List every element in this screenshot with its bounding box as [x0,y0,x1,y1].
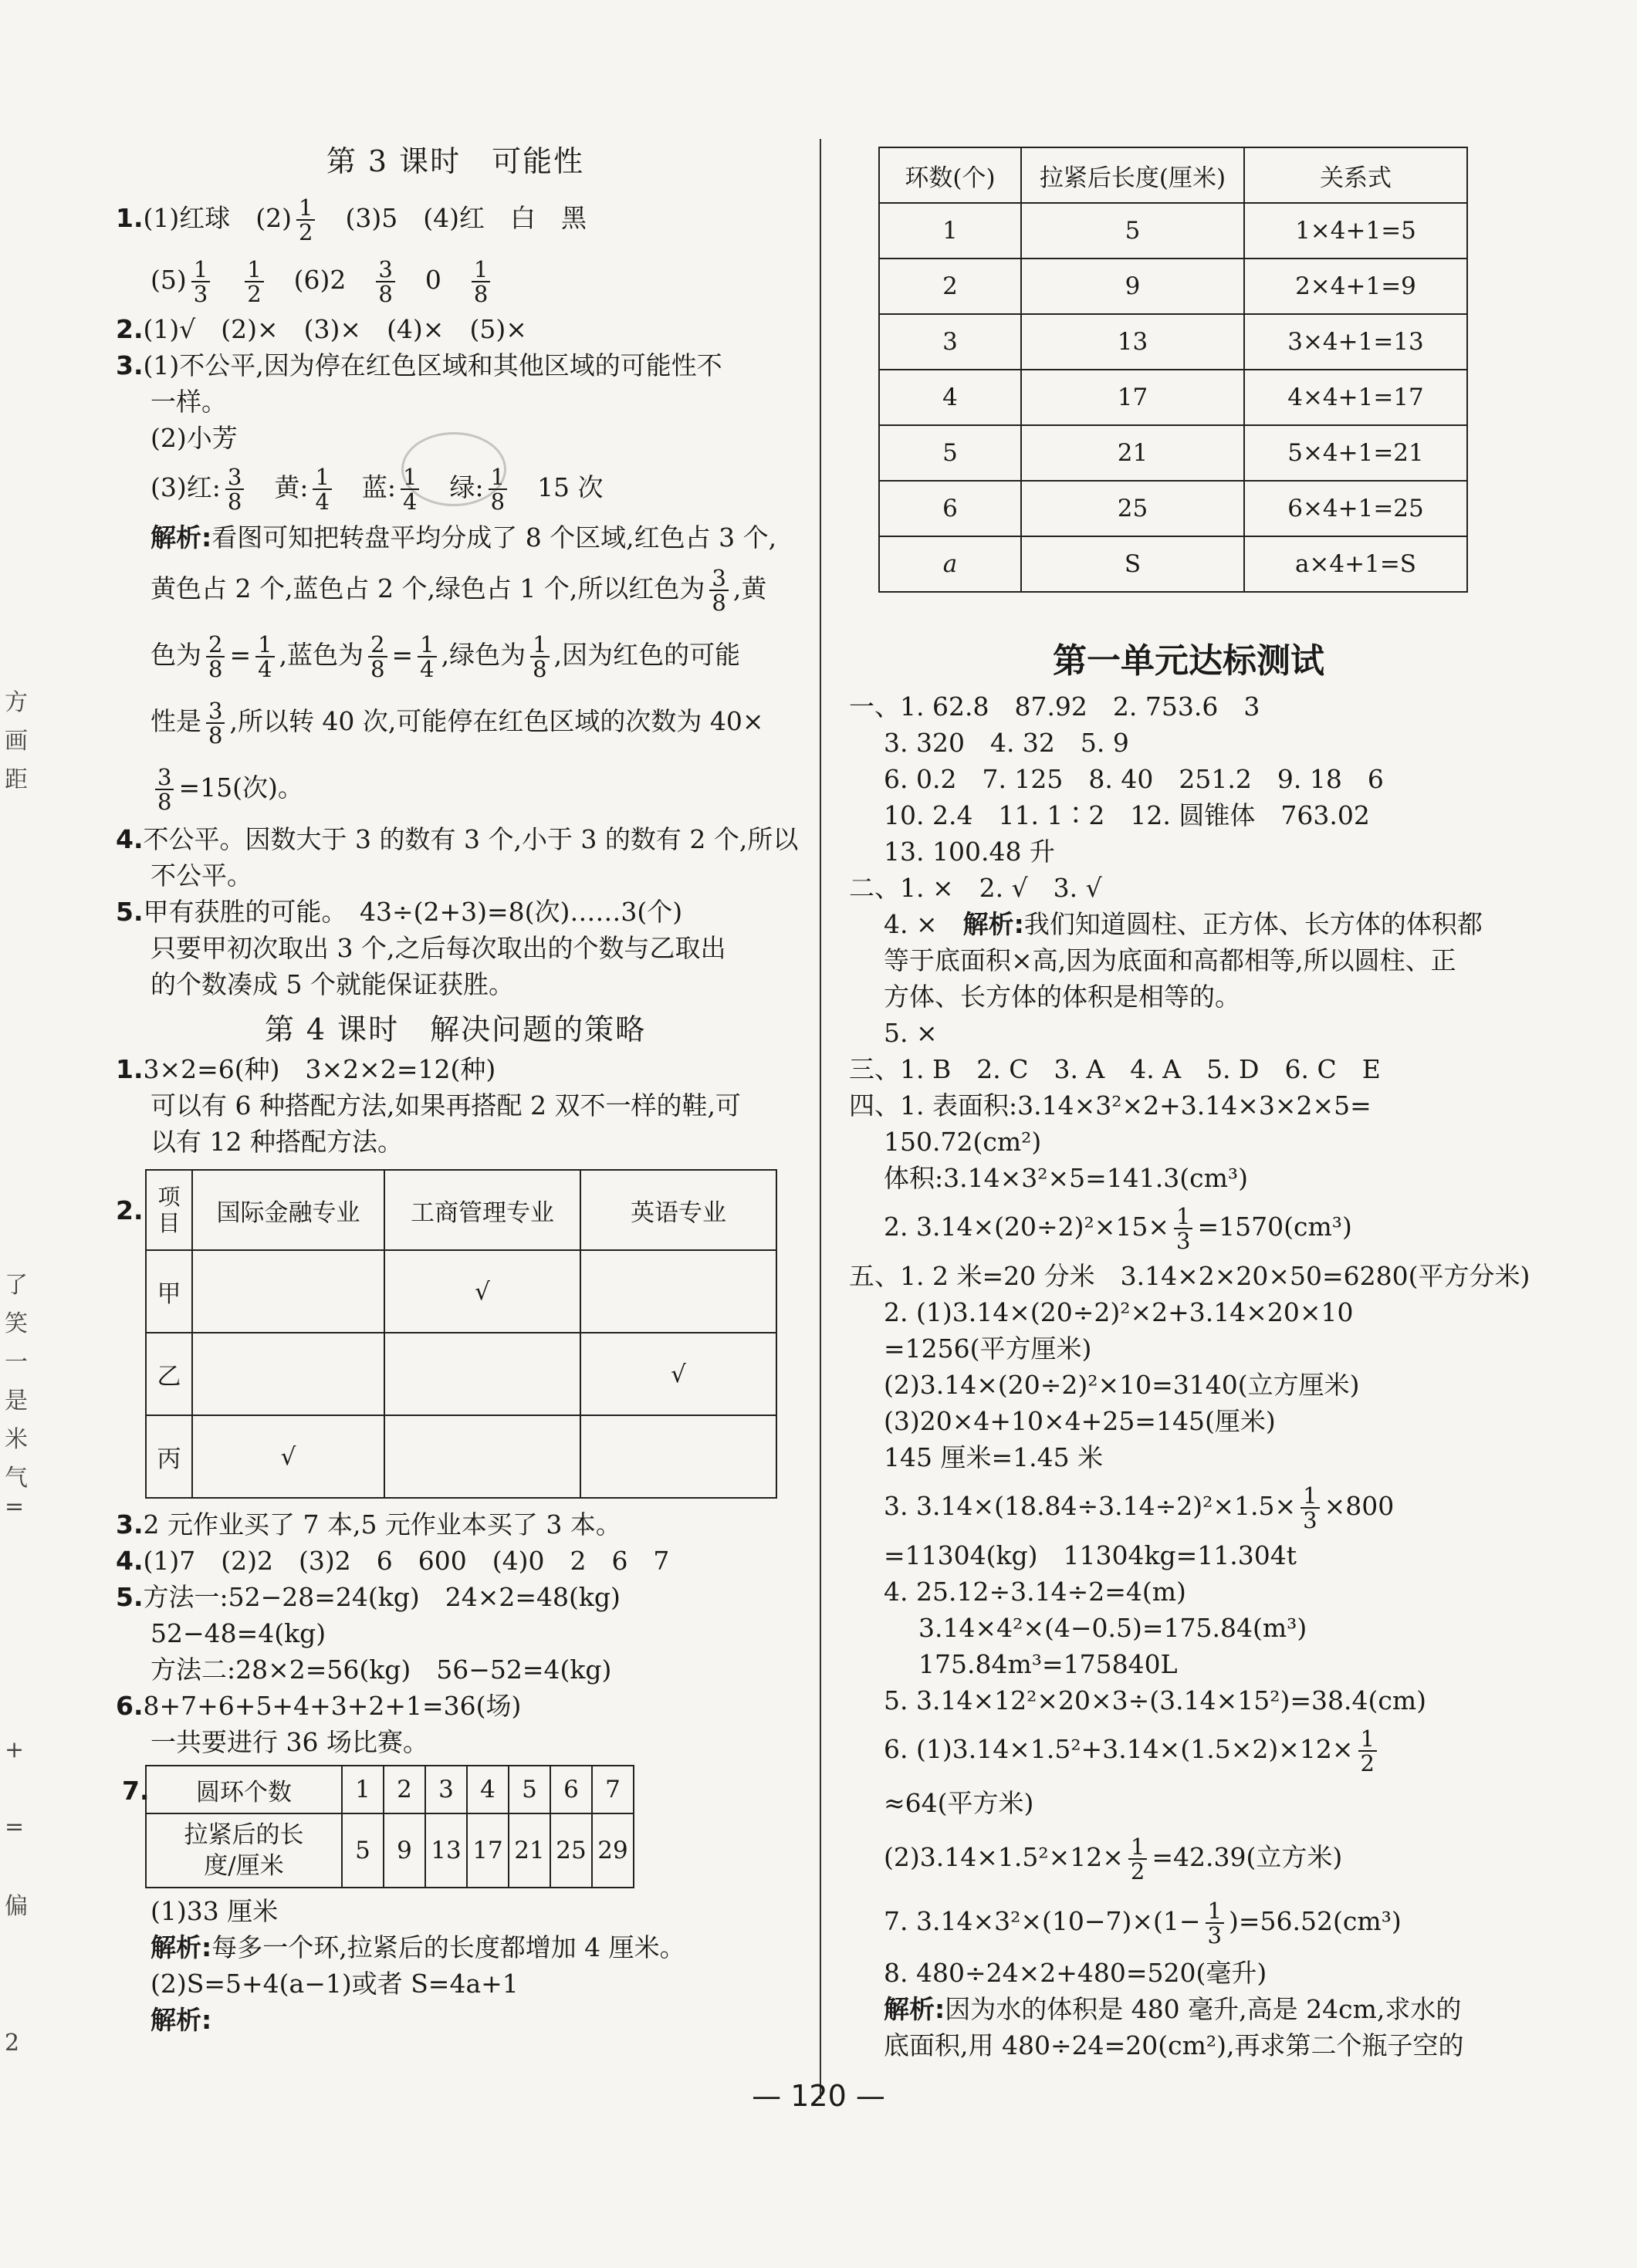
text-line: 4. 25.12÷3.14÷2=4(m) [884,1577,1186,1607]
page-number-value: 120 [790,2079,847,2113]
formula-line: (2)3.14×1.5²×12× $\frac{1}{2}$ =42.39(立方米) [884,1834,1343,1884]
margin-char: = [5,1493,25,1520]
analysis-line: 色为 $\frac{2}{8}$ = $\frac{1}{4}$ ,蓝色为 $\frac{2}{8}$ = $\frac{1}{4}$ ,绿色为 $\frac{1}{8}$ ,因为红色的可能 [151,631,741,682]
table-row: 甲 √ [146,1250,776,1333]
text-line: 3.14×4²×(4−0.5)=175.84(m³) [918,1613,1307,1643]
table-row: 拉紧后的长度/厘米 5 9 13 17 21 25 29 [146,1813,634,1888]
text-line: 13. 100.48 升 [884,837,1055,867]
text-line: 一、1. 62.8 87.92 2. 753.6 3 [849,691,1260,722]
margin-char: 气 [5,1465,28,1492]
margin-char: 画 [5,728,28,755]
margin-char: 一 [5,1349,28,1376]
table-row: 6 25 6×4+1=25 [879,481,1467,536]
analysis-line: 性是 $\frac{3}{8}$ ,所以转 40 次,可能停在红色区域的次数为 40× [151,698,764,749]
text-line: 体积:3.14×3²×5=141.3(cm³) [884,1163,1248,1193]
text-line: 四、1. 表面积:3.14×3²×2+3.14×3×2×5= [849,1090,1371,1120]
text-line: 3. 320 4. 32 5. 9 [884,728,1129,758]
margin-char: 了 [5,1272,28,1299]
unit-test-title: 第一单元达标测试 [1053,641,1324,681]
answer-q5: 5.甲有获胜的可能。 43÷(2+3)=8(次)……3(个) [116,897,683,927]
formula-line: 7. 3.14×3²×(10−7)×(1− $\frac{1}{3}$ )=56.52(cm³) [884,1898,1402,1949]
analysis-line: 解析:因为水的体积是 480 毫升,高是 24cm,求水的 [884,1994,1462,2024]
table-row: 乙 √ [146,1333,776,1415]
text-line: 10. 2.4 11. 1∶2 12. 圆锥体 763.02 [884,800,1370,830]
fraction: $\frac{1}{2}$ [296,196,315,244]
section-title: 第 4 课时 解决问题的策略 [264,1012,647,1046]
answer-r6: 6.8+7+6+5+4+3+2+1=36(场) [116,1691,522,1721]
table-row: 4 17 4×4+1=17 [879,370,1467,425]
margin-char: 距 [5,766,28,793]
margin-char: = [5,1813,25,1840]
text-line: 145 厘米=1.45 米 [884,1442,1104,1472]
text-line: =1256(平方厘米) [884,1333,1092,1364]
text-line: 只要甲初次取出 3 个,之后每次取出的个数与乙取出 [151,933,726,963]
margin-char: 2 [5,2030,20,2057]
answer-r4: 4.(1)7 (2)2 (3)2 6 600 (4)0 2 6 7 [116,1546,670,1576]
analysis-line: 解析: [151,2005,212,2035]
margin-char: 笑 [5,1310,28,1337]
table-header: 英语专业 [580,1170,776,1250]
analysis-line: 4. × 解析:我们知道圆柱、正方体、长方体的体积都 [884,909,1483,939]
pairing-table [145,1169,777,1499]
text-line: ≈64(平方米) [884,1788,1034,1818]
margin-char: 方 [5,689,28,716]
analysis-line: 解析:看图可知把转盘平均分成了 8 个区域,红色占 3 个, [151,522,777,553]
table-row: 丙 √ [146,1415,776,1498]
table-row: 5 21 5×4+1=21 [879,425,1467,481]
text-line: 6. 0.2 7. 125 8. 40 251.2 9. 18 6 [884,764,1384,794]
table-header: 国际金融专业 [192,1170,384,1250]
text-line: (2)小芳 [151,423,238,453]
answer-q3: 3.(1)不公平,因为停在红色区域和其他区域的可能性不 [116,350,722,380]
text-line: 2. (1)3.14×(20÷2)²×2+3.14×20×10 [884,1297,1354,1327]
answer-q2: 2.(1)√ (2)× (3)× (4)× (5)× [116,314,527,344]
answer-q1-line2: (5) $\frac{1}{3}$ $\frac{1}{2}$ (6)2 $\frac{3}{8}$ 0 $\frac{1}{8}$ [116,249,795,311]
column-divider [820,139,821,2099]
answer-r3: 3.2 元作业买了 7 本,5 元作业本买了 3 本。 [116,1509,621,1540]
text-line: 52−48=4(kg) [151,1618,326,1648]
analysis-line: 解析:每多一个环,拉紧后的长度都增加 4 厘米。 [151,1932,685,1962]
formula-line: 3. 3.14×(18.84÷3.14÷2)²×1.5× $\frac{1}{3}$ ×800 [884,1482,1395,1533]
table-row: 1 5 1×4+1=5 [879,203,1467,259]
answer-r7: 7. 圆环个数 1 2 3 4 5 6 7 拉紧后的长度/厘米 5 9 13 17 21 25 29 [116,1765,795,1888]
table-header: 拉紧后长度(厘米) [1021,147,1244,203]
answer-r5: 5.方法一:52−28=24(kg) 24×2=48(kg) [116,1582,621,1612]
table-header: 关系式 [1244,147,1467,203]
table-row: 圆环个数 1 2 3 4 5 6 7 [146,1766,634,1813]
text-line: 不公平。 [151,860,252,891]
text-line: 150.72(cm²) [884,1127,1042,1157]
ring-relation-table [878,147,1468,593]
answer-r1: 1.3×2=6(种) 3×2×2=12(种) [116,1054,496,1084]
left-column [116,131,799,2038]
table-row [879,147,1467,203]
table-header: 工商管理专业 [384,1170,580,1250]
text-line: 8. 480÷24×2+480=520(毫升) [884,1958,1267,1988]
right-column [849,147,1528,2064]
analysis-line: $\frac{3}{8}$ =15(次)。 [116,755,795,821]
text-line: 三、1. B 2. C 3. A 4. A 5. D 6. C E [849,1054,1381,1084]
text-line: 等于底面积×高,因为底面和高都相等,所以圆柱、正 [884,945,1456,975]
answer-q1: 1.(1)红球 (2) $\frac{1}{2}$ (3)5 (4)红 白 黑 [116,194,587,245]
text-line: 一样。 [151,387,227,417]
table-header: 环数(个) [879,147,1021,203]
text-line: 175.84m³=175840L [918,1649,1178,1679]
text-line: 5. 3.14×12²×20×3÷(3.14×15²)=38.4(cm) [884,1685,1427,1715]
table-row: 2 9 2×4+1=9 [879,259,1467,314]
formula-line: 2. 3.14×(20÷2)²×15× $\frac{1}{3}$ =1570(cm³) [884,1203,1352,1254]
text-line: (2)S=5+4(a−1)或者 S=4a+1 [151,1969,519,1999]
text-line: 二、1. × 2. √ 3. √ [849,873,1102,903]
text-line: 五、1. 2 米=20 分米 3.14×2×20×50=6280(平方分米) [849,1261,1530,1291]
answer-q4: 4.不公平。因数大于 3 的数有 3 个,小于 3 的数有 2 个,所以 [116,824,799,854]
margin-char: 是 [5,1388,28,1415]
text-line: 5. × [884,1018,938,1048]
text-line: 方体、长方体的体积是相等的。 [884,982,1240,1012]
ring-length-table [145,1765,634,1888]
margin-char: + [5,1736,25,1763]
text-line: =11304(kg) 11304kg=11.304t [884,1540,1297,1570]
table-row: a S a×4+1=S [879,536,1467,592]
text-line: 方法二:28×2=56(kg) 56−52=4(kg) [151,1655,612,1685]
answer-r2: 2. 项目 国际金融专业 工商管理专业 英语专业 甲 √ 乙 √ 丙 √ [116,1169,795,1499]
margin-char: 米 [5,1426,28,1453]
section-title: 第 3 课时 可能性 [326,144,585,178]
text-line: (3)20×4+10×4+25=145(厘米) [884,1406,1276,1436]
table-row: 3 13 3×4+1=13 [879,314,1467,370]
table-header: 项目 [146,1170,192,1250]
text-line: (2)3.14×(20÷2)²×10=3140(立方厘米) [884,1370,1360,1400]
margin-char: 偏 [5,1893,28,1920]
text-line: 底面积,用 480÷24=20(cm²),再求第二个瓶子空的 [884,2030,1464,2060]
text-line: (1)33 厘米 [151,1896,279,1926]
page-number: — 120 — [752,2079,885,2113]
text-line: 可以有 6 种搭配方法,如果再搭配 2 双不一样的鞋,可 [151,1090,741,1120]
analysis-line: 黄色占 2 个,蓝色占 2 个,绿色占 1 个,所以红色为 $\frac{3}{8}$ ,黄 [151,565,767,616]
text-line: 的个数凑成 5 个就能保证获胜。 [151,969,514,999]
text-line: 一共要进行 36 场比赛。 [151,1727,428,1757]
text-line: 以有 12 种搭配方法。 [151,1127,403,1157]
answer-q3-fractions: (3)红: $\frac{3}{8}$ 黄: $\frac{1}{4}$ 蓝: $\frac{1}{4}$ 绿: $\frac{1}{8}$ 15 次 [151,464,604,515]
formula-line: 6. (1)3.14×1.5²+3.14×(1.5×2)×12× $\frac{1}{2}$ [849,1719,1528,1780]
